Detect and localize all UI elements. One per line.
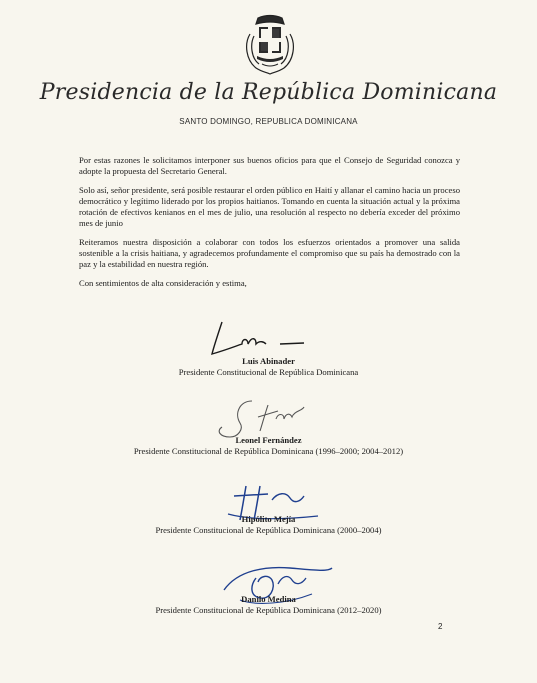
signer-name-mejia: Hipólito Mejía	[241, 514, 296, 524]
signer-name-medina: Danilo Medina	[241, 594, 296, 604]
signature-block-mejia	[0, 480, 537, 536]
signature-block-medina	[0, 562, 537, 616]
letter-body	[79, 155, 460, 297]
signer-title-medina: Presidente Constitucional de República Dominicana (2012–2020)	[155, 605, 382, 615]
signer-title-mejia: Presidente Constitucional de República Dominicana (2000–2004)	[155, 525, 382, 535]
signer-name-fernandez: Leonel Fernández	[235, 435, 302, 445]
letterhead-location: SANTO DOMINGO, REPUBLICA DOMINICANA	[179, 117, 358, 126]
paragraph-restoration: Solo así, señor presidente, será posible restaurar el orden público en Haití y allanar el camino hacia un proceso democrático y legítimo liderado por los propios haitianos. Tomando en cuenta la situación actual y la próxima rotación de efectivos kenianos en el mes de julio, una resolución al respecto no debería exceder del próximo mes de junio	[79, 185, 460, 228]
signer-title-fernandez: Presidente Constitucional de República Dominicana (1996–2000; 2004–2012)	[133, 446, 404, 456]
page-number: 2	[438, 622, 443, 631]
signer-name-abinader: Luis Abinader	[242, 356, 295, 366]
signer-title-abinader: Presidente Constitucional de República Dominicana	[178, 367, 359, 377]
letterhead-title: Presidencia de la República Dominicana	[39, 80, 498, 105]
signature-block-fernandez	[0, 397, 537, 457]
coat-of-arms-seal	[242, 14, 298, 76]
closing-salutation: Con sentimientos de alta consideración y estima,	[79, 278, 247, 288]
paragraph-collaboration: Reiteramos nuestra disposición a colaborar con todos los esfuerzos orientados a promover una salida sostenible a la crisis haitiana, y agradecemos profundamente el compromiso que su país ha demostrado con la paz y la estabilidad en nuestra región.	[79, 237, 460, 269]
paragraph-request: Por estas razones le solicitamos interponer sus buenos oficios para que el Consejo de Seguridad conozca y adopte la propuesta del Secretario General.	[79, 155, 460, 176]
signature-block-abinader	[0, 316, 537, 378]
